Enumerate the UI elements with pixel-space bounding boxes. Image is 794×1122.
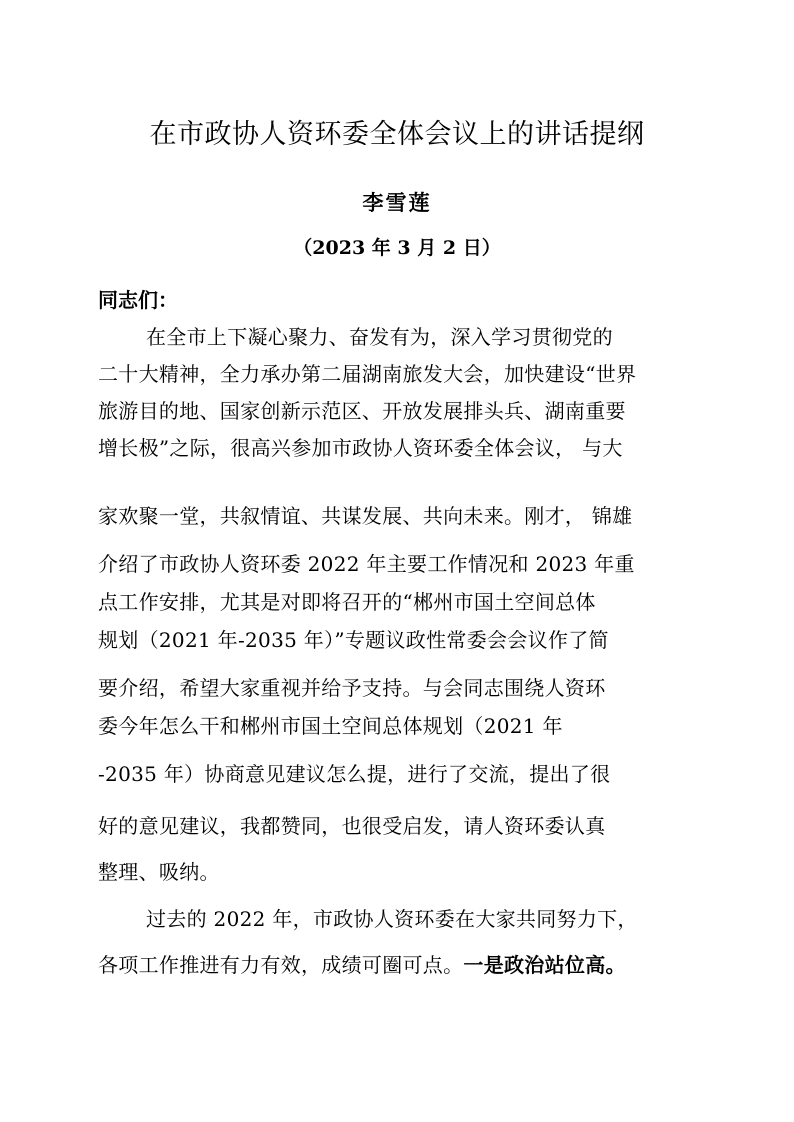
paragraph-line: 家欢聚一堂，共叙情谊、共谋发展、共向未来。刚才， 锦雄 [98, 504, 633, 528]
paragraph-line: 规划（2021 年-2035 年）”专题议政性常委会会议作了简 [98, 628, 609, 652]
paragraph-line [98, 946, 626, 984]
paragraph-line: 在全市上下凝心聚力、奋发有为，深入学习贯彻党的 [146, 325, 613, 349]
paragraph-line: 二十大精神，全力承办第二届湖南旅发大会，加快建设“世界 [98, 362, 637, 386]
bold-point-heading: 一是政治站位高。 [463, 953, 626, 977]
paragraph-line: 要介绍，希望大家重视并给予支持。与会同志围绕人资环 [98, 676, 606, 700]
speaker-name: 李雪莲 [362, 191, 432, 215]
speech-title: 在市政协人资环委全体会议上的讲话提纲 [149, 119, 645, 150]
paragraph-line: 点工作安排，尤其是对即将召开的“郴州市国土空间总体 [98, 590, 596, 614]
paragraph-line: 增长极”之际，很高兴参加市政协人资环委全体会议， 与大 [98, 436, 623, 460]
paragraph-line: 整理、吸纳。 [98, 860, 220, 884]
paragraph-line: 介绍了市政协人资环委 2022 年主要工作情况和 2023 年重 [98, 552, 635, 576]
paragraph-line: 委今年怎么干和郴州市国土空间总体规划（2021 年 [98, 714, 563, 738]
salutation: 同志们： [98, 288, 178, 312]
paragraph-line: -2035 年）协商意见建议怎么提，进行了交流，提出了很 [98, 762, 611, 786]
paragraph-line: 过去的 2022 年，市政协人资环委在大家共同努力下， [146, 907, 638, 931]
paragraph-line: 旅游目的地、国家创新示范区、开放发展排头兵、湖南重要 [98, 399, 626, 423]
paragraph-line: 好的意见建议，我都赞同，也很受启发，请人资环委认真 [98, 814, 606, 838]
speech-date: （2023 年 3 月 2 日） [293, 237, 501, 259]
paragraph-text: 各项工作推进有力有效，成绩可圈可点。 [98, 953, 464, 977]
